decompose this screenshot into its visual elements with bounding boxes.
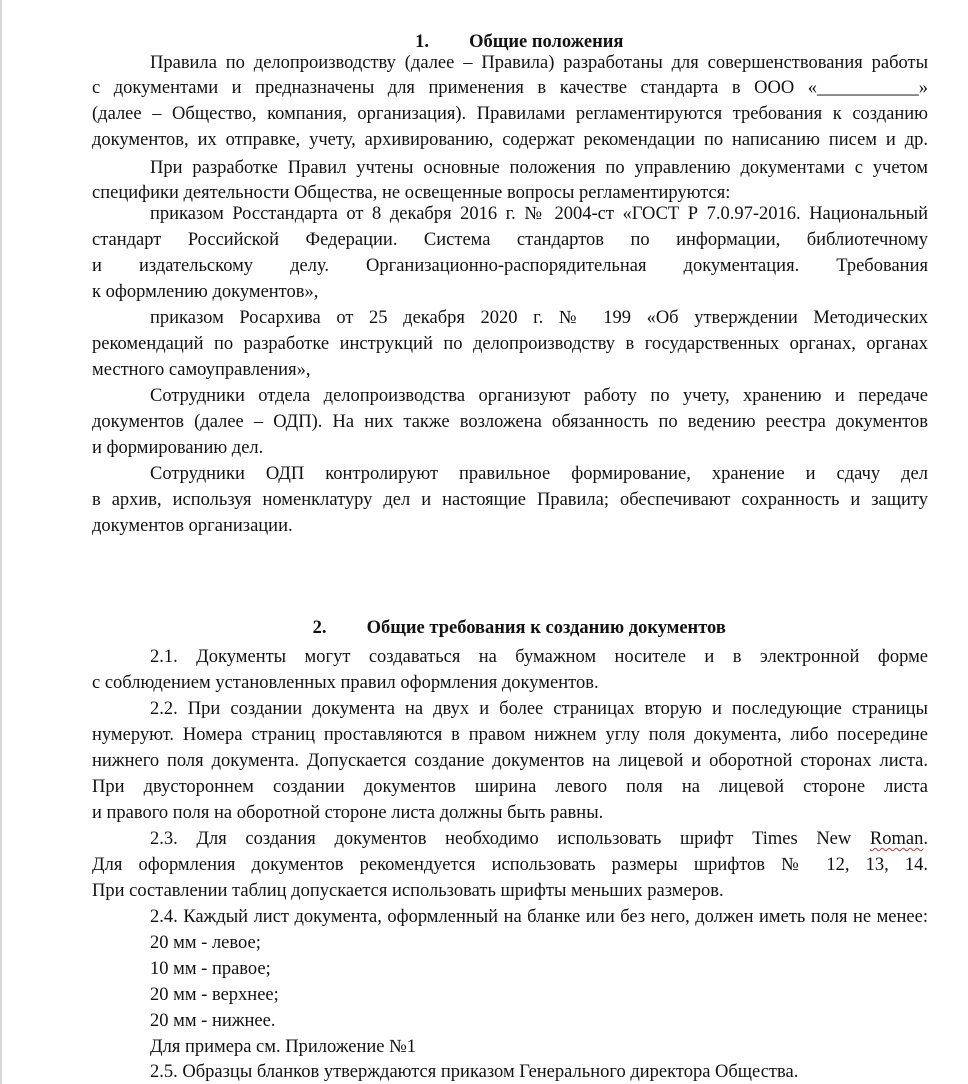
section-1-paragraph-line: приказом Росстандарта от 8 декабря 2016 г. № 2004-ст «ГОСТ Р 7.0.97-2016. Национальный: [150, 204, 928, 224]
section-2-paragraph-line: 2.5. Образцы бланков утверждаются приказом Генерального директора Общества.: [150, 1062, 799, 1082]
section-1-paragraph-line: документов, их отправке, учету, архивированию, содержат рекомендации по написанию писем и др.: [92, 130, 928, 150]
section-2-paragraph-line: с соблюдением установленных правил оформления документов.: [92, 673, 599, 693]
margin-list-item: 10 мм - правое;: [150, 959, 271, 979]
section-2-number: 2.: [312, 618, 327, 638]
section-2-paragraph-line: нижнего поля документа. Допускается создание документов на лицевой и оборотной сторонах листа.: [92, 751, 928, 771]
section-1-paragraph-line: местного самоуправления»,: [92, 360, 311, 380]
margin-list-item: 20 мм - нижнее.: [150, 1011, 276, 1031]
section-2-paragraph-line: [150, 826, 928, 852]
section-1-paragraph-line: Правила по делопроизводству (далее – Правила) разработаны для совершенствования работы: [150, 53, 928, 73]
section-2-paragraph-line: 2.1. Документы могут создаваться на бумажном носителе и в электронной форме: [150, 647, 928, 667]
section-1-paragraph-line: приказом Росархива от 25 декабря 2020 г. № 199 «Об утверждении Методических: [150, 308, 928, 328]
margin-list-item: 20 мм - левое;: [150, 933, 261, 953]
section-1-paragraph-line: стандарт Российской Федерации. Система стандартов по информации, библиотечному: [92, 230, 928, 250]
section-2-paragraph-line: 2.2. При создании документа на двух и более страницах вторую и последующие страницы: [150, 699, 928, 719]
appendix-reference: Для примера см. Приложение №1: [150, 1037, 417, 1057]
section-2-paragraph-line: нумеруют. Номера страниц проставляются в правом нижнем углу поля документа, либо посередине: [92, 725, 928, 745]
section-1-paragraph-line: и формированию дел.: [92, 438, 264, 458]
sentence-period: .: [923, 829, 928, 849]
section-1-paragraph-line: документов (далее – ОДП). На них также возложена обязанность по ведению реестра документов: [92, 412, 928, 432]
margin-list-item: 20 мм - верхнее;: [150, 985, 279, 1005]
section-1-paragraph-line: к оформлению документов»,: [92, 282, 319, 302]
section-1-title: Общие положения: [469, 32, 624, 52]
section-1-paragraph-line: документов организации.: [92, 516, 293, 536]
section-1-paragraph-line: Сотрудники отдела делопроизводства организуют работу по учету, хранению и передаче: [150, 386, 928, 406]
section-1-paragraph-line: с документами и предназначены для применения в качестве стандарта в ООО «___________»: [92, 78, 928, 98]
section-1-paragraph-line: рекомендаций по разработке инструкций по делопроизводству в государственных органах, органах: [92, 334, 928, 354]
spellcheck-marked-word: Roman: [869, 829, 924, 849]
section-2-paragraph-line: 2.4. Каждый лист документа, оформленный на бланке или без него, должен иметь поля не менее:: [150, 907, 928, 927]
section-2-paragraph-line: и правого поля на оборотной стороне листа должны быть равны.: [92, 803, 604, 823]
page-edge: [0, 0, 2, 1084]
section-1-paragraph-line: специфики деятельности Общества, не освещенные вопросы регламентируются:: [92, 183, 731, 203]
section-1-paragraph-line: При разработке Правил учтены основные положения по управлению документами с учетом: [150, 158, 928, 178]
font-requirement-text: 2.3. Для создания документов необходимо использовать шрифт Times New: [150, 829, 870, 849]
section-1-paragraph-line: и издательскому делу. Организационно-распорядительная документация. Требования: [92, 256, 928, 276]
section-2-paragraph-line: При составлении таблиц допускается использовать шрифты меньших размеров.: [92, 881, 724, 901]
section-2-title: Общие требования к созданию документов: [366, 618, 726, 638]
section-1-paragraph-line: в архив, используя номенклатуру дел и настоящие Правила; обеспечивают сохранность и защиту: [92, 490, 928, 510]
section-1-paragraph-line: (далее – Общество, компания, организация). Правилами регламентируются требования к созданию: [92, 104, 928, 124]
section-2-paragraph-line: При двустороннем создании документов ширина левого поля на лицевой стороне листа: [92, 777, 928, 797]
section-2-paragraph-line: Для оформления документов рекомендуется использовать размеры шрифтов № 12, 13, 14.: [92, 855, 928, 875]
section-1-paragraph-line: Сотрудники ОДП контролируют правильное формирование, хранение и сдачу дел: [150, 464, 928, 484]
section-1-number: 1.: [415, 32, 429, 52]
